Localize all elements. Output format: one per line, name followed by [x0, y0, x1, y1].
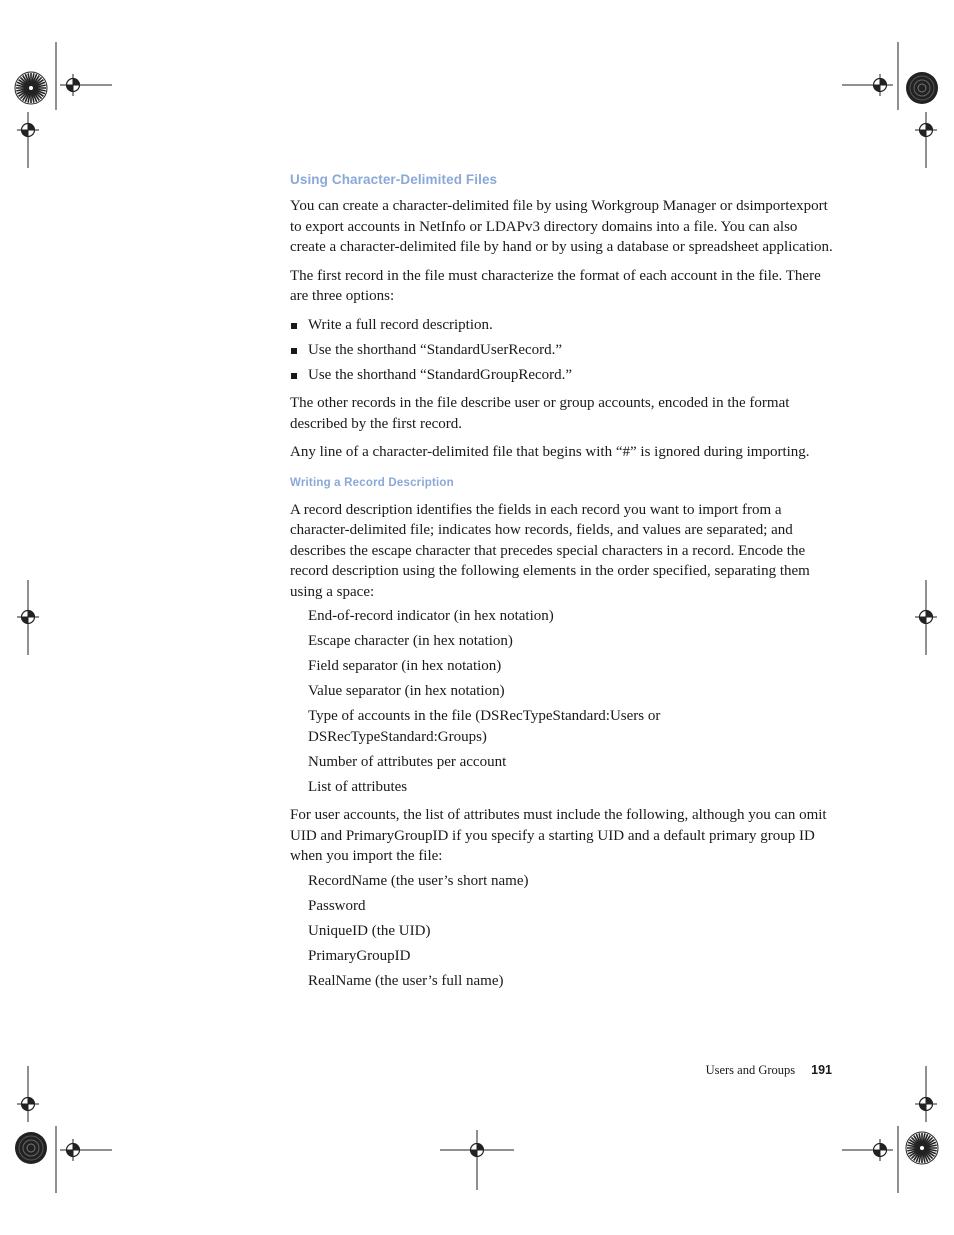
list-item: Write a full record description.	[290, 315, 835, 336]
body-paragraph: The first record in the file must characterize the format of each account in the file. There are three options:	[290, 267, 821, 304]
list-item: Use the shorthand “StandardGroupRecord.”	[290, 365, 835, 386]
body-paragraph: For user accounts, the list of attributes must include the following, although you can omit UID and PrimaryGroupID if you specify a starting UID and a default primary group ID when you import the file:	[290, 807, 827, 864]
body-paragraph: The other records in the file describe user or group accounts, encoded in the format described by the first record.	[290, 395, 790, 432]
list-item: List of attributes	[308, 778, 408, 795]
user-attributes-list	[290, 871, 835, 992]
list-item: Escape character (in hex notation)	[308, 633, 513, 649]
bullet-icon	[291, 323, 297, 329]
page-number: 191	[811, 1063, 832, 1077]
options-list	[290, 315, 835, 386]
bullet-icon	[291, 373, 297, 379]
section-heading: Using Character-Delimited Files	[290, 172, 498, 187]
record-elements-list	[290, 606, 835, 797]
list-item: RecordName (the user’s short name)	[308, 872, 529, 889]
list-item: Number of attributes per account	[308, 753, 507, 770]
list-item: Type of accounts in the file (DSRecTypeStandard:Users or DSRecTypeStandard:Groups)	[308, 708, 661, 745]
list-item: End-of-record indicator (in hex notation)	[308, 608, 554, 624]
list-item: Value separator (in hex notation)	[308, 683, 505, 699]
body-paragraph: Any line of a character-delimited file that begins with “#” is ignored during importing.	[290, 444, 810, 460]
subsection-heading: Writing a Record Description	[290, 476, 454, 489]
list-item: UniqueID (the UID)	[308, 922, 431, 939]
body-paragraph: A record description identifies the fields in each record you want to import from a character-delimited file; indicates how records, fields, and values are separated; and describes the escape character that precedes special characters in a record. Encode the record description using the following elements in the order specified, separating them using a space:	[290, 501, 810, 600]
list-item: Field separator (in hex notation)	[308, 658, 502, 674]
list-item: PrimaryGroupID	[308, 947, 411, 964]
list-item: Use the shorthand “StandardUserRecord.”	[290, 340, 835, 361]
page-body	[290, 172, 835, 999]
bullet-icon	[291, 348, 297, 354]
chapter-name: Users and Groups	[705, 1063, 796, 1077]
body-paragraph: You can create a character-delimited file by using Workgroup Manager or dsimportexport to export accounts in NetInfo or LDAPv3 directory domains into a file. You can also create a character-delimited file by hand or by using a database or spreadsheet application.	[290, 198, 833, 255]
list-item: Password	[308, 897, 366, 914]
page-footer	[600, 1063, 832, 1078]
list-item: RealName (the user’s full name)	[308, 972, 504, 989]
